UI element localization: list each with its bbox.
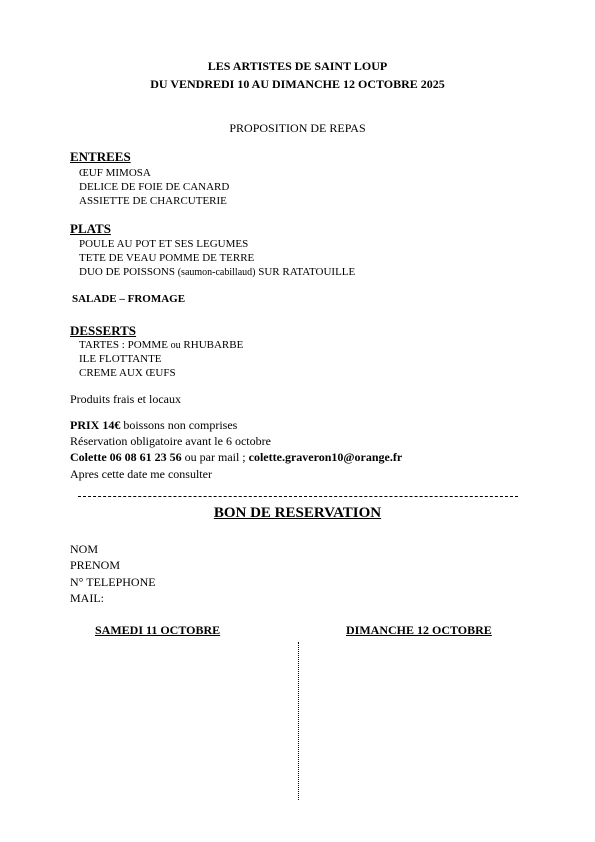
proposal-heading: PROPOSITION DE REPAS: [229, 121, 366, 135]
entrees-item: ASSIETTE DE CHARCUTERIE: [79, 195, 227, 207]
entrees-item: DELICE DE FOIE DE CANARD: [79, 181, 230, 193]
col-samedi: SAMEDI 11 OCTOBRE: [95, 623, 221, 637]
desserts-item: ILE FLOTTANTE: [79, 353, 162, 365]
desserts-item-1: [79, 339, 243, 351]
prix-line: [70, 418, 237, 433]
desserts-item: CREME AUX ŒUFS: [79, 367, 176, 379]
apres-text: Apres cette date me consulter: [70, 467, 212, 481]
prix-note: boissons non comprises: [120, 418, 238, 432]
field-telephone: N° TELEPHONE: [70, 575, 156, 589]
plats-item: POULE AU POT ET SES LEGUMES: [79, 238, 249, 250]
col-dimanche: DIMANCHE 12 OCTOBRE: [346, 623, 492, 637]
salade-fromage: SALADE – FROMAGE: [72, 293, 186, 305]
produits-text: Produits frais et locaux: [70, 392, 181, 406]
reservation-text: Réservation obligatoire avant le 6 octobre: [70, 434, 271, 448]
desserts-title: DESSERTS: [70, 323, 137, 338]
bon-title: BON DE RESERVATION: [213, 505, 382, 521]
contact-line: [70, 450, 402, 465]
desserts-item-1-a: TARTES : POMME: [79, 339, 171, 351]
header-line-2: DU VENDREDI 10 AU DIMANCHE 12 OCTOBRE 2025: [150, 77, 445, 91]
contact-email: colette.graveron10@orange.fr: [248, 450, 403, 464]
prix-value: PRIX 14€: [70, 418, 121, 432]
contact-phone: Colette 06 08 61 23 56: [70, 450, 182, 464]
plats-item-3: [79, 266, 355, 278]
field-nom: NOM: [70, 542, 99, 556]
field-prenom: PRENOM: [70, 558, 121, 572]
plats-item-3-main: DUO DE POISSONS: [79, 266, 178, 278]
header-line-1: LES ARTISTES DE SAINT LOUP: [207, 59, 388, 73]
plats-item-3-detail: (saumon-cabillaud): [177, 267, 256, 278]
desserts-item-1-b: RHUBARBE: [180, 339, 244, 351]
contact-mid: ou par mail ;: [181, 450, 249, 464]
column-divider: [298, 642, 299, 800]
desserts-item-1-or: ou: [170, 340, 181, 351]
cut-line: [78, 496, 518, 497]
plats-item: TETE DE VEAU POMME DE TERRE: [79, 252, 255, 264]
entrees-title: ENTREES: [70, 149, 131, 164]
field-mail: MAIL:: [70, 591, 104, 605]
entrees-item: ŒUF MIMOSA: [79, 167, 151, 179]
plats-item-3-tail: SUR RATATOUILLE: [255, 266, 356, 278]
plats-title: PLATS: [70, 221, 111, 236]
